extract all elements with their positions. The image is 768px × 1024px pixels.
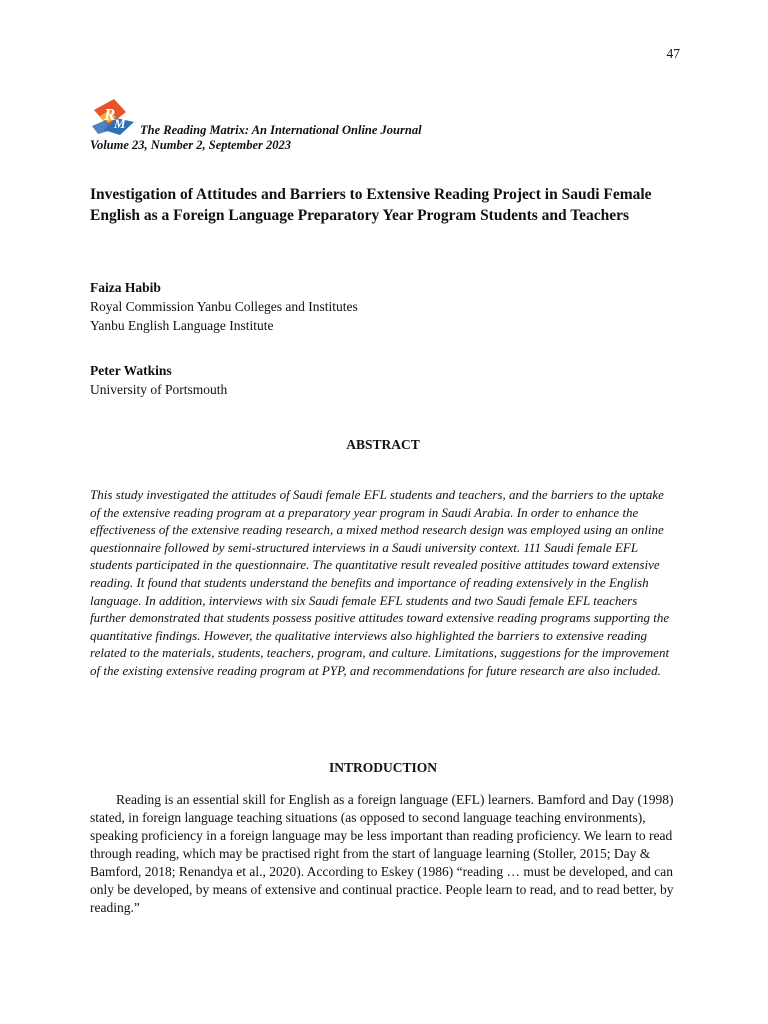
journal-header <box>90 96 510 156</box>
svg-text:M: M <box>114 116 126 131</box>
svg-text:R: R <box>104 105 116 124</box>
abstract-text: This study investigated the attitudes of Saudi female EFL students and teachers, and the barriers to the uptake of the extensive reading program at a preparatory year program in Saudi Arabia. In order to enhance the effectiveness of the extensive reading research, a mixed method research design was employed using an online questionnaire followed by semi-structured interviews in a Saudi university context. 111 Saudi female EFL students participated in the questionnaire. The quantitative result revealed positive attitudes toward extensive reading. It found that students understand the benefits and importance of reading extensively in the English language. In addition, interviews with six Saudi female EFL students and two Saudi female EFL teachers further demonstrated that students possess positive attitudes toward extensive reading programs supporting the quantitative findings. However, the qualitative interviews also highlighted the barriers to extensive reading related to the materials, students, teachers, program, and culture. Limitations, suggestions for the improvement of the existing extensive reading program at PYP, and recommendations for future research are also included. <box>90 487 670 678</box>
author-affiliation: Royal Commission Yanbu Colleges and Institutes <box>90 299 358 314</box>
author-affiliation: University of Portsmouth <box>90 382 228 397</box>
author-block <box>90 361 690 399</box>
reading-matrix-logo-icon <box>90 96 136 136</box>
introduction-paragraph: Reading is an essential skill for English as a foreign language (EFL) learners. Bamford and Day (1998) stated, in foreign language teaching situations (as opposed to second language teaching environments), speaking proficiency in a foreign language may be less important than reading proficiency. We learn to read through reading, which may be practised right from the start of language learning (Stoller, 2015; Day & Bamford, 2018; Renandya et al., 2020). According to Eskey (1986) “reading … must be developed, and can only be developed, by means of extensive and continual practice. People learn to read, and to read better, by reading.” <box>90 792 674 915</box>
abstract-heading: ABSTRACT <box>346 437 420 452</box>
author-affiliation: Yanbu English Language Institute <box>90 318 274 333</box>
author-name: Peter Watkins <box>90 363 172 378</box>
journal-name: The Reading Matrix: An International Online Journal <box>140 123 422 137</box>
author-name: Faiza Habib <box>90 280 161 295</box>
introduction-heading: INTRODUCTION <box>328 760 437 775</box>
journal-issue: Volume 23, Number 2, September 2023 <box>90 138 292 152</box>
author-block <box>90 278 690 335</box>
paper-title: Investigation of Attitudes and Barriers to Extensive Reading Project in Saudi Female English as a Foreign Language Preparatory Year Program Students and Teachers <box>90 186 652 224</box>
page-number: 47 <box>666 46 680 61</box>
